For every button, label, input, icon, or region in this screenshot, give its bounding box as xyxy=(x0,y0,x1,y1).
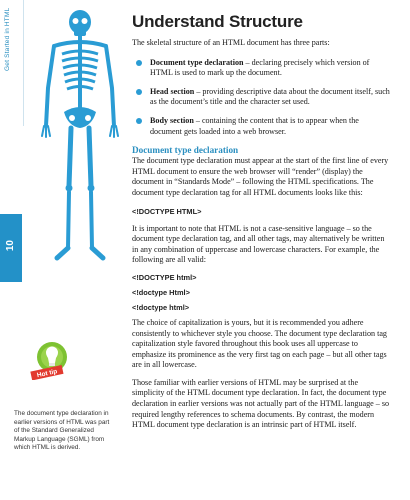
section-paragraph-2: It is important to note that HTML is not a case-sensitive language – so the document type declaration tag, and all other tags, may alternatively be written in any combination of uppercase and lowercase characters. For example, the following are all valid: xyxy=(132,223,385,265)
code-example-2: <!DOCTYPE html> xyxy=(132,272,197,282)
chapter-tab xyxy=(0,0,24,126)
code-example-1: <!DOCTYPE HTML> xyxy=(132,206,202,216)
code-example-3: <!doctype Html> xyxy=(132,287,190,297)
list-item xyxy=(132,116,392,137)
list-item xyxy=(132,87,392,108)
bullet-icon xyxy=(136,118,142,124)
structure-parts-list xyxy=(132,58,392,138)
part-term: Document type declaration xyxy=(150,57,244,67)
hot-tip-badge xyxy=(28,340,74,380)
part-description: – containing the content that is to appear when the document gets loaded into a web browser. xyxy=(150,115,359,136)
part-description: – declaring precisely which version of HTML is used to mark up the document. xyxy=(150,57,370,78)
section-heading: Document type declaration xyxy=(132,145,239,156)
part-term: Head section xyxy=(150,86,195,96)
section-paragraph-4: Those familiar with earlier versions of HTML may be surprised at the simplicity of the HTML document type declaration. In fact, the document type declaration in earlier versions was not actually part of the HTML language – so required lengthy references to schema documents. By contrast, the modern HTML document type declaration is an intrinsic part of HTML itself. xyxy=(132,377,390,430)
part-description: – providing descriptive data about the document itself, such as the document’s title and the character set used. xyxy=(150,86,390,107)
section-paragraph-3: The choice of capitalization is yours, but it is recommended you adhere consistently to whichever style you choose. The document type declaration tag capitalization style favored throughout this book uses all uppercase to emphasize its prominence as the very first tag on each page – but all other tags are in all lowercase. xyxy=(132,317,387,370)
skeleton-illustration xyxy=(40,8,120,270)
page-number-tab xyxy=(0,214,22,282)
hot-tip-badge-label: Hot tip xyxy=(36,368,58,380)
intro-paragraph: The skeletal structure of an HTML document has three parts: xyxy=(132,38,330,47)
part-term: Body section xyxy=(150,115,194,125)
list-item xyxy=(132,58,392,79)
page-title: Understand Structure xyxy=(132,12,303,31)
code-example-4: <!doctype html> xyxy=(132,302,190,312)
bullet-icon xyxy=(136,89,142,95)
main-content xyxy=(132,12,392,431)
hot-tip-text: The document type declaration in earlier versions of HTML was part of the Standard Generalized Markup Language (SGML) from which HTML is derived. xyxy=(14,410,110,452)
chapter-tab-label: Get Started in HTML xyxy=(4,8,11,72)
bullet-icon xyxy=(136,60,142,66)
section-paragraph-1: The document type declaration must appear at the start of the first line of every HTML document to ensure the web browser will “render” (display) the document in “Standards Mode” – following the HTML specifications. The document type declaration tag for all HTML documents looks like this: xyxy=(132,156,389,197)
page-number: 10 xyxy=(5,240,16,252)
